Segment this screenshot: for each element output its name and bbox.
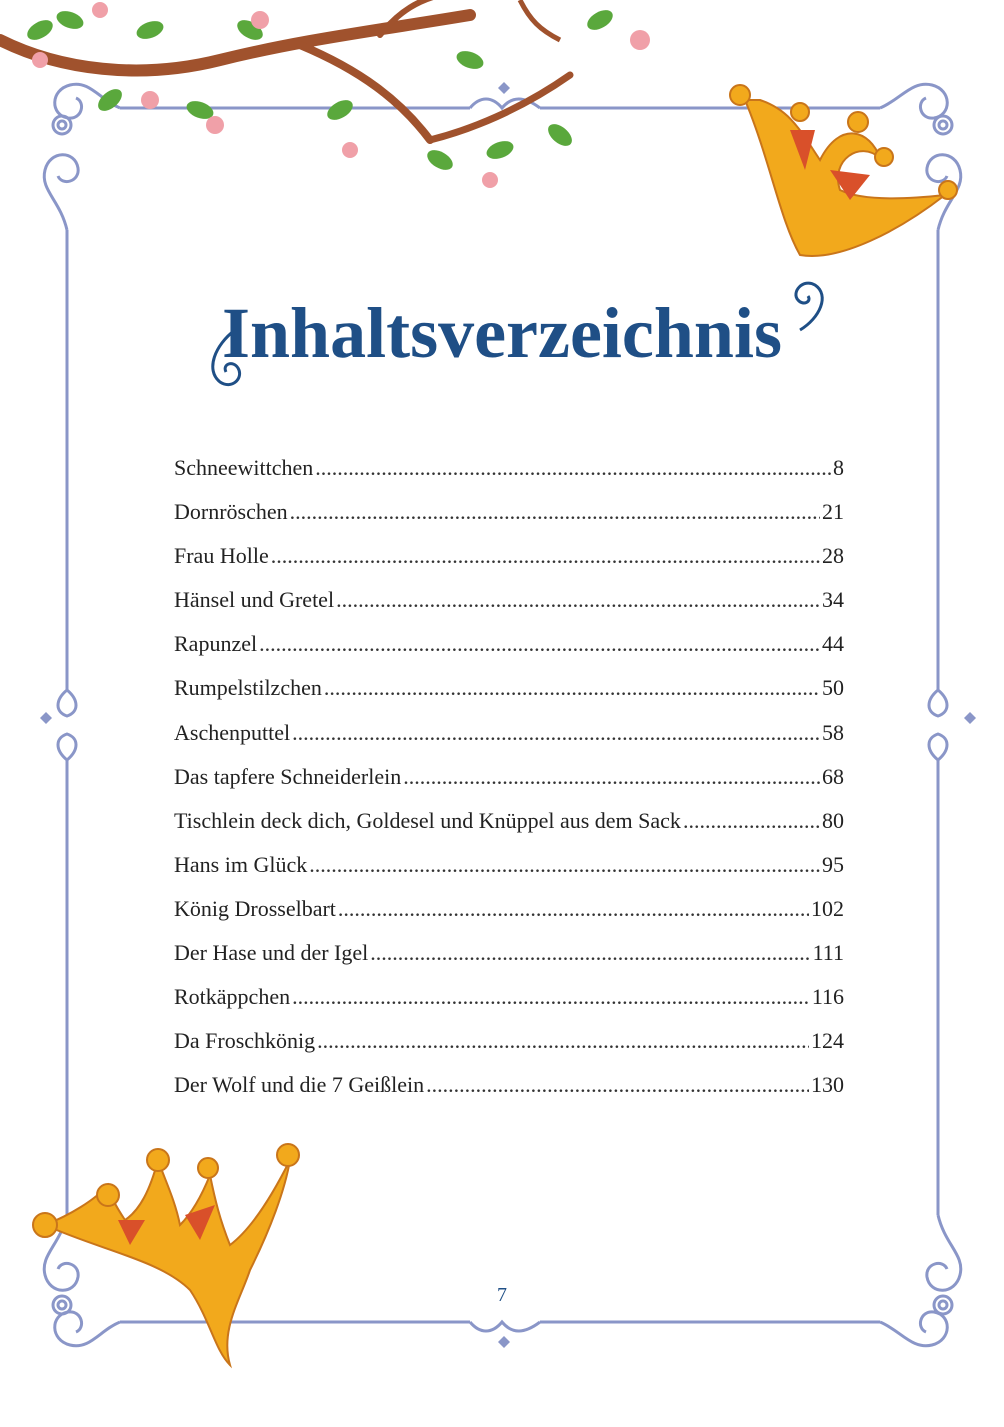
toc-entry-page: 50 bbox=[822, 675, 844, 701]
dot-leader bbox=[683, 808, 820, 834]
dot-leader bbox=[292, 720, 820, 746]
toc-entry[interactable] bbox=[174, 720, 844, 764]
crown-illustration-top bbox=[730, 85, 957, 256]
page-title: Inhaltsverzeichnis bbox=[221, 293, 782, 373]
toc-entry-page: 34 bbox=[822, 587, 844, 613]
toc-entry[interactable] bbox=[174, 587, 844, 631]
toc-entry-page: 102 bbox=[811, 895, 844, 921]
toc-entry[interactable] bbox=[174, 984, 844, 1028]
toc-entry-title: Frau Holle bbox=[174, 543, 269, 569]
toc-entry-title: Hänsel und Gretel bbox=[174, 587, 335, 613]
toc-entry-title: Das tapfere Schneiderlein bbox=[174, 763, 402, 789]
toc-entry-page: 58 bbox=[822, 719, 844, 745]
toc-entry-page: 28 bbox=[822, 543, 844, 569]
crown-illustration-bottom bbox=[33, 1144, 299, 1365]
toc-entry-page: 21 bbox=[822, 499, 844, 525]
dot-leader bbox=[290, 499, 820, 525]
toc-entry[interactable] bbox=[174, 543, 844, 587]
toc-entry[interactable] bbox=[174, 499, 844, 543]
dot-leader bbox=[271, 543, 820, 569]
toc-entry-page: 8 bbox=[833, 455, 844, 480]
toc-entry-title: Rotkäppchen bbox=[174, 984, 291, 1010]
dot-leader bbox=[292, 984, 810, 1010]
toc-entry[interactable] bbox=[174, 852, 844, 896]
page-number: 7 bbox=[497, 1284, 507, 1306]
dot-leader bbox=[403, 764, 820, 790]
dot-leader bbox=[259, 631, 820, 657]
toc-entry[interactable] bbox=[174, 764, 844, 808]
toc-entry-page: 95 bbox=[822, 851, 844, 877]
toc-entry-title: Aschenputtel bbox=[174, 719, 291, 745]
dot-leader bbox=[317, 1028, 809, 1054]
dot-leader bbox=[336, 587, 820, 613]
toc-entry-page: 68 bbox=[822, 763, 844, 789]
toc-entry-title: König Drosselbart bbox=[174, 895, 336, 921]
toc-entry-title: Dornröschen bbox=[174, 499, 288, 525]
toc-entry-title: Hans im Glück bbox=[174, 851, 308, 877]
toc-entry-title: Schneewittchen bbox=[174, 455, 314, 480]
toc-entry-page: 44 bbox=[822, 631, 844, 657]
toc-entry-page: 111 bbox=[812, 940, 844, 966]
dot-leader bbox=[370, 940, 810, 966]
toc-entry[interactable] bbox=[174, 1072, 844, 1116]
toc-entry[interactable] bbox=[174, 675, 844, 719]
toc-entry-title: Tischlein deck dich, Goldesel und Knüppel aus dem Sack bbox=[174, 807, 681, 833]
toc-entry[interactable] bbox=[174, 455, 844, 499]
toc-entry[interactable] bbox=[174, 896, 844, 940]
dot-leader bbox=[338, 896, 809, 922]
dot-leader bbox=[324, 675, 820, 701]
table-of-contents bbox=[174, 455, 844, 1116]
toc-entry[interactable] bbox=[174, 808, 844, 852]
toc-entry-page: 124 bbox=[811, 1028, 844, 1054]
toc-entry[interactable] bbox=[174, 1028, 844, 1072]
toc-entry-page: 130 bbox=[811, 1072, 844, 1098]
toc-entry[interactable] bbox=[174, 940, 844, 984]
toc-entry-title: Da Froschkönig bbox=[174, 1028, 316, 1054]
toc-entry[interactable] bbox=[174, 631, 844, 675]
toc-entry-title: Der Hase und der Igel bbox=[174, 940, 369, 966]
toc-entry-title: Der Wolf und die 7 Geißlein bbox=[174, 1072, 425, 1098]
toc-entry-title: Rumpelstilzchen bbox=[174, 675, 322, 701]
toc-entry-page: 80 bbox=[822, 807, 844, 833]
dot-leader bbox=[309, 852, 820, 878]
toc-entry-page: 116 bbox=[811, 984, 844, 1010]
dot-leader bbox=[426, 1072, 809, 1098]
dot-leader bbox=[315, 455, 831, 481]
toc-entry-title: Rapunzel bbox=[174, 631, 258, 657]
